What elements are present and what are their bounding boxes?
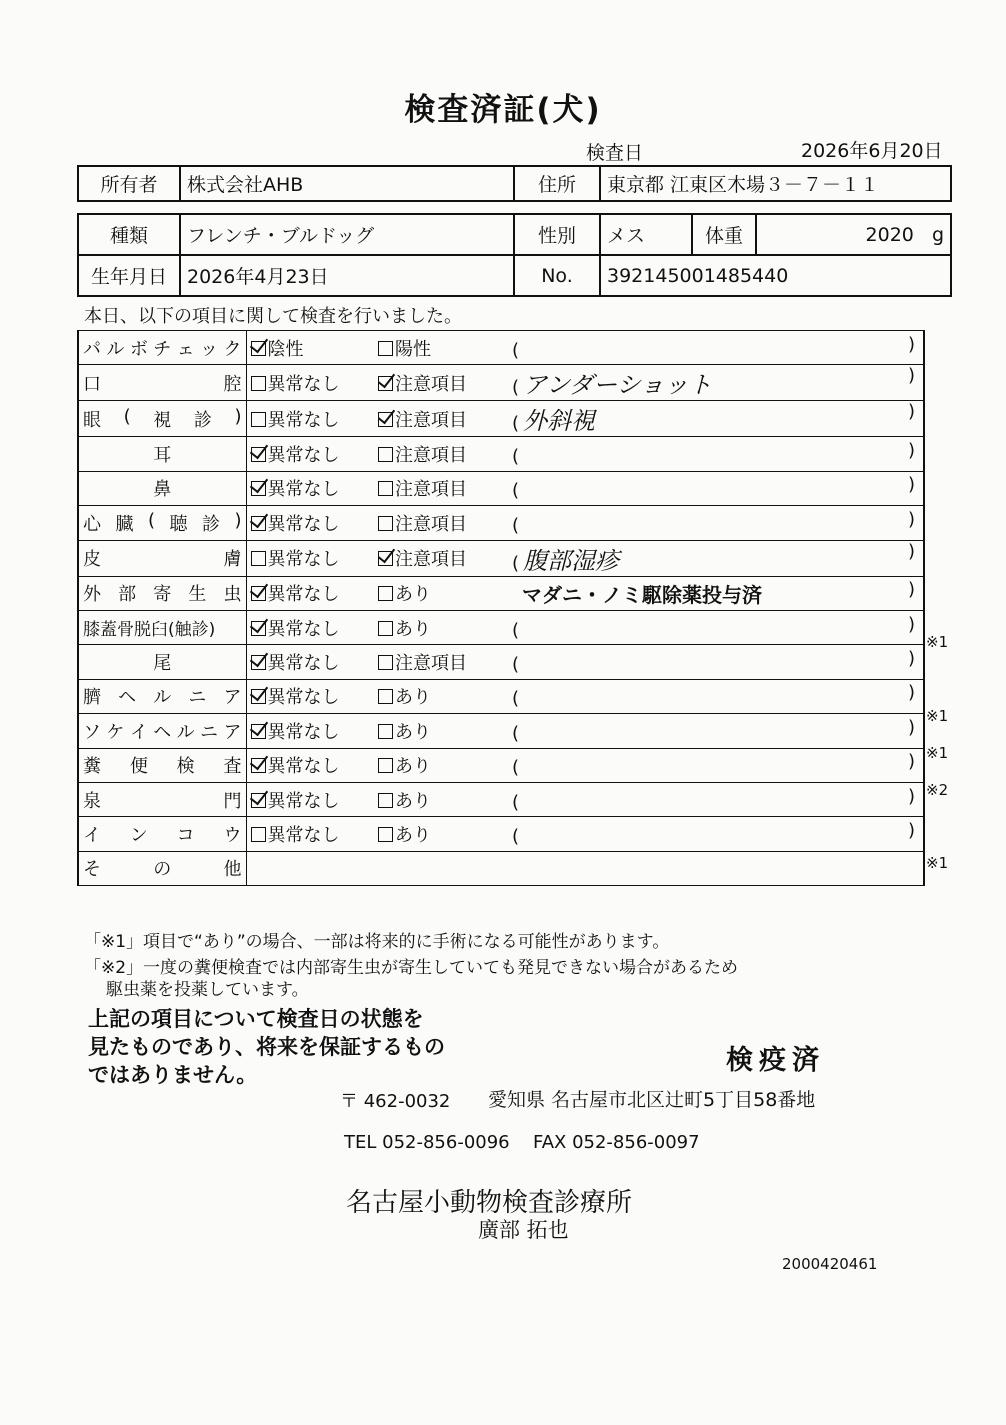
check-option-2-label: あり (395, 824, 431, 846)
check-option-2[interactable] (378, 645, 512, 679)
exam-date-value: 2026年6月20日 (801, 140, 943, 162)
check-item-label (78, 610, 246, 644)
address-label: 住所 (514, 166, 600, 201)
check-note-wrap (512, 682, 923, 710)
check-note-wrap (512, 786, 923, 814)
check-option-1-label: 異常なし (267, 687, 340, 709)
check-note (512, 540, 924, 576)
check-item-label (78, 748, 246, 782)
check-row (78, 679, 924, 713)
check-option-1-label: 異常なし (267, 445, 340, 467)
postal-code: 〒 462-0032 (340, 1091, 451, 1112)
clinic-name: 名古屋小動物検査診療所 (346, 1188, 633, 1218)
check-option-1-label: 異常なし (267, 756, 340, 778)
checked-box-icon[interactable] (251, 621, 266, 636)
check-item-label (78, 365, 246, 401)
checkbox-icon[interactable] (378, 655, 393, 670)
animal-table (77, 213, 952, 297)
check-option-1[interactable] (246, 817, 378, 851)
check-option-1[interactable] (246, 748, 378, 782)
check-option-1[interactable] (246, 576, 378, 610)
close-paren: ) (907, 540, 915, 562)
checked-box-icon[interactable] (251, 516, 266, 531)
check-option-1[interactable] (246, 331, 378, 365)
check-table (77, 330, 925, 886)
weight-unit: g (931, 223, 944, 246)
close-paren: ) (907, 648, 915, 670)
check-note-wrap (512, 579, 923, 608)
check-note (512, 471, 924, 505)
check-item-text: 心 臓 ( 聴 診 ) (83, 509, 242, 535)
open-paren: ( (512, 377, 520, 399)
close-paren: ) (907, 819, 915, 841)
open-paren: ( (512, 480, 520, 502)
check-item-label (78, 506, 246, 540)
check-note (512, 576, 924, 610)
close-paren: ) (907, 508, 915, 530)
no-label: No. (514, 255, 600, 296)
checkbox-icon[interactable] (378, 447, 393, 462)
check-item-text: イ ン コ ウ (83, 824, 242, 846)
check-option-2[interactable] (378, 471, 512, 505)
check-option-2[interactable] (378, 748, 512, 782)
check-note-text: アンダーショット (523, 371, 713, 400)
check-option-1[interactable] (246, 714, 378, 748)
open-paren: ( (512, 514, 520, 536)
checkbox-icon[interactable] (251, 412, 266, 427)
other-value (246, 851, 924, 885)
check-option-2[interactable] (378, 610, 512, 644)
check-option-1-label: 異常なし (267, 513, 340, 535)
close-paren: ) (907, 333, 915, 355)
check-item-text: 耳 (153, 445, 172, 467)
open-paren: ( (512, 446, 520, 468)
check-note-left (512, 614, 523, 642)
footnote-mark: ※1 (926, 854, 949, 873)
sex-label: 性別 (514, 214, 600, 255)
check-row (78, 437, 924, 471)
checkbox-icon[interactable] (378, 341, 393, 356)
check-option-2[interactable] (378, 714, 512, 748)
footnote-mark: ※2 (926, 780, 949, 799)
check-note-left (512, 509, 523, 537)
check-item-label (78, 331, 246, 365)
check-note-left (512, 786, 523, 814)
check-row (78, 576, 924, 610)
check-note-text: 腹部湿疹 (523, 546, 620, 575)
close-paren: ) (907, 751, 915, 773)
checkbox-icon[interactable] (378, 758, 393, 773)
checked-box-icon[interactable] (251, 586, 266, 601)
check-item-label (78, 782, 246, 816)
check-item-text: 膝蓋骨脱臼(触診) (83, 620, 216, 641)
checkbox-icon[interactable] (378, 621, 393, 636)
check-row (78, 645, 924, 679)
checked-box-icon[interactable] (251, 689, 266, 704)
check-note (512, 506, 924, 540)
address-value: 東京都 江東区木場３－７－１１ (600, 166, 951, 201)
check-note-left (512, 474, 523, 502)
weight-label: 体重 (692, 214, 756, 255)
disclaimer (88, 1005, 445, 1089)
check-option-2-label: あり (395, 721, 431, 743)
check-option-1-label: 異常なし (267, 584, 340, 606)
check-note (512, 817, 924, 851)
check-note (512, 401, 924, 437)
exam-date-label: 検査日 (586, 142, 644, 164)
check-item-label (78, 851, 246, 885)
footnote-1: 「※1」項目で“あり”の場合、一部は将来的に手術になる可能性があります。 (84, 932, 670, 952)
checkbox-icon[interactable] (378, 586, 393, 601)
checkbox-icon[interactable] (378, 724, 393, 739)
sex-value: メス (600, 214, 692, 255)
checkbox-icon[interactable] (251, 827, 266, 842)
clinic-address: 愛知県 名古屋市北区辻町5丁目58番地 (488, 1089, 816, 1111)
type-label: 種類 (78, 214, 180, 255)
check-option-2-label: あり (395, 618, 431, 640)
check-option-1-label: 異常なし (267, 373, 340, 395)
check-option-2-label: あり (395, 584, 431, 606)
check-option-2[interactable] (378, 365, 512, 401)
check-option-2[interactable] (378, 331, 512, 365)
close-paren: ) (907, 785, 915, 807)
checkbox-icon[interactable] (251, 551, 266, 566)
no-value: 392145001485440 (600, 255, 951, 296)
close-paren: ) (907, 365, 915, 387)
check-note-wrap (512, 365, 923, 400)
check-option-1-label: 異常なし (267, 549, 340, 571)
checkbox-icon[interactable] (378, 481, 393, 496)
check-note-wrap (512, 614, 923, 642)
check-option-2[interactable] (378, 401, 512, 437)
check-note-text: マダニ・ノミ駆除薬投与済 (522, 582, 762, 607)
check-option-2-label: 陽性 (395, 338, 431, 360)
check-row (78, 610, 924, 644)
footnote-mark: ※1 (926, 633, 949, 652)
footnote-2-continued: 駆虫薬を投薬しています。 (106, 980, 309, 1000)
check-note-wrap (512, 541, 923, 576)
check-note-left (512, 401, 595, 436)
check-row (78, 540, 924, 576)
close-paren: ) (907, 682, 915, 704)
document-code: 2000420461 (782, 1255, 878, 1273)
check-item-text: 臍 ヘ ル ニ ア (83, 687, 242, 709)
doctor-name: 廣部 拓也 (478, 1218, 569, 1242)
check-option-1[interactable] (246, 506, 378, 540)
check-option-1-label: 陰性 (267, 338, 304, 360)
check-item-label (78, 401, 246, 437)
checked-box-icon[interactable] (251, 341, 266, 356)
check-option-2-label: あり (395, 756, 431, 778)
check-item-label (78, 817, 246, 851)
clinic-tel: TEL 052-856-0096 (344, 1132, 510, 1153)
check-option-2-label: あり (395, 790, 431, 812)
check-note (512, 748, 924, 782)
check-option-2-label: 注意項目 (395, 549, 467, 571)
checked-box-icon[interactable] (378, 551, 393, 566)
check-option-1[interactable] (246, 437, 378, 471)
check-option-1-label: 異常なし (267, 721, 340, 743)
check-option-2-label: 注意項目 (395, 653, 467, 675)
check-note (512, 645, 924, 679)
check-item-text: 泉 門 (83, 790, 242, 812)
close-paren: ) (907, 401, 915, 423)
check-note-left (512, 648, 523, 676)
weight-cell (756, 214, 951, 255)
check-note (512, 610, 924, 644)
check-note (512, 437, 924, 471)
close-paren: ) (907, 578, 915, 600)
check-row (78, 714, 924, 748)
check-note-left (512, 334, 523, 362)
check-item-text: 外 部 寄 生 虫 (83, 584, 242, 606)
open-paren: ( (512, 722, 520, 744)
check-option-1-label: 異常なし (267, 824, 340, 846)
check-option-1[interactable] (246, 365, 378, 401)
open-paren: ( (512, 688, 520, 710)
check-item-label (78, 714, 246, 748)
check-note-wrap (512, 401, 923, 436)
check-option-2-label: 注意項目 (395, 373, 467, 395)
open-paren: ( (512, 619, 520, 641)
checked-box-icon[interactable] (251, 793, 266, 808)
check-note (512, 679, 924, 713)
check-note-left (512, 751, 523, 779)
check-option-2-label: 注意項目 (395, 445, 467, 467)
check-option-2-label: 注意項目 (395, 513, 467, 535)
check-item-label (78, 576, 246, 610)
check-option-2[interactable] (378, 506, 512, 540)
check-item-label (78, 645, 246, 679)
check-option-1[interactable] (246, 471, 378, 505)
check-option-2[interactable] (378, 576, 512, 610)
check-item-label (78, 437, 246, 471)
close-paren: ) (907, 613, 915, 635)
open-paren: ( (512, 413, 520, 435)
check-note-left (512, 579, 762, 608)
footnote-mark: ※1 (926, 743, 949, 762)
check-row (78, 365, 924, 401)
open-paren: ( (512, 791, 520, 813)
checkbox-icon[interactable] (378, 689, 393, 704)
check-option-2-label: 注意項目 (395, 479, 467, 501)
close-paren: ) (907, 716, 915, 738)
check-note-wrap (512, 334, 923, 362)
open-paren: ( (512, 654, 520, 676)
check-row (78, 782, 924, 816)
open-paren: ( (512, 825, 520, 847)
check-item-text: 眼 ( 視 診 ) (83, 405, 242, 431)
owner-label: 所有者 (78, 166, 180, 201)
check-note (512, 331, 924, 365)
check-item-text: パ ル ボ チ ェ ッ ク (83, 338, 242, 360)
birth-value: 2026年4月23日 (180, 255, 514, 296)
check-note-wrap (512, 474, 923, 502)
check-note-left (512, 682, 523, 710)
check-row (78, 401, 924, 437)
check-row (78, 506, 924, 540)
check-option-1[interactable] (246, 540, 378, 576)
check-note (512, 782, 924, 816)
checked-box-icon[interactable] (251, 724, 266, 739)
check-note-wrap (512, 440, 923, 468)
check-note-left (512, 365, 712, 400)
document-title: 検査済証(犬) (404, 92, 602, 128)
intro-text: 本日、以下の項目に関して検査を行いました。 (84, 306, 462, 327)
checked-box-icon[interactable] (251, 447, 266, 462)
open-paren: ( (512, 552, 520, 574)
open-paren: ( (512, 757, 520, 779)
disclaimer-line: 上記の項目について検査日の状態を (88, 1007, 424, 1031)
check-option-1[interactable] (246, 610, 378, 644)
birth-label: 生年月日 (78, 255, 180, 296)
check-option-2[interactable] (378, 679, 512, 713)
check-note-wrap (512, 751, 923, 779)
check-item-text: 口 腔 (83, 373, 242, 395)
check-note-text: 外斜視 (523, 407, 596, 436)
footnote-mark: ※1 (926, 707, 949, 725)
check-row (78, 748, 924, 782)
check-item-text: 鼻 (153, 479, 172, 501)
check-option-2-label: あり (395, 687, 431, 709)
checkbox-icon[interactable] (378, 827, 393, 842)
weight-value: 2020 (865, 223, 914, 246)
check-row (78, 471, 924, 505)
check-option-1-label: 異常なし (267, 790, 340, 812)
checkbox-icon[interactable] (378, 516, 393, 531)
check-item-label (78, 679, 246, 713)
check-note-left (512, 820, 523, 848)
check-item-text: 糞 便 検 査 (83, 756, 242, 778)
check-item-label (78, 540, 246, 576)
check-note-wrap (512, 509, 923, 537)
check-option-1-label: 異常なし (267, 653, 340, 675)
clinic-fax: FAX 052-856-0097 (533, 1132, 700, 1153)
check-note-left (512, 541, 619, 576)
check-option-1[interactable] (246, 401, 378, 437)
checked-box-icon[interactable] (378, 376, 393, 391)
close-paren: ) (907, 474, 915, 496)
checked-box-icon[interactable] (251, 758, 266, 773)
check-option-1-label: 異常なし (267, 479, 340, 501)
check-option-2[interactable] (378, 437, 512, 471)
disclaimer-line: 見たものであり、将来を保証するもの (88, 1035, 445, 1059)
check-item-text: 皮 膚 (83, 549, 242, 571)
footnote-2: 「※2」一度の糞便検査では内部寄生虫が寄生していても発見できない場合があるため (84, 958, 739, 978)
check-note (512, 714, 924, 748)
check-option-1[interactable] (246, 782, 378, 816)
checked-box-icon[interactable] (251, 481, 266, 496)
check-note-left (512, 440, 523, 468)
owner-value: 株式会社AHB (180, 166, 514, 201)
check-item-text: 尾 (153, 653, 172, 675)
check-note-wrap (512, 717, 923, 745)
checkbox-icon[interactable] (251, 376, 266, 391)
check-note-wrap (512, 648, 923, 676)
check-note-wrap (512, 820, 923, 848)
check-option-1[interactable] (246, 679, 378, 713)
checkbox-icon[interactable] (378, 793, 393, 808)
check-option-1-label: 異常なし (267, 409, 340, 431)
check-item-label (78, 471, 246, 505)
check-option-1[interactable] (246, 645, 378, 679)
check-row (78, 817, 924, 851)
check-item-text: ソ ケ イ ヘ ル ニ ア (83, 721, 242, 743)
check-option-2[interactable] (378, 817, 512, 851)
other-label: そ の 他 (83, 859, 242, 881)
close-paren: ) (907, 440, 915, 462)
check-row (78, 331, 924, 365)
check-note (512, 365, 924, 401)
quarantine-stamp: 検疫済 (726, 1045, 825, 1076)
check-option-2[interactable] (378, 782, 512, 816)
checked-box-icon[interactable] (251, 655, 266, 670)
checked-box-icon[interactable] (378, 412, 393, 427)
disclaimer-line: ではありません。 (88, 1063, 258, 1087)
type-value: フレンチ・ブルドッグ (180, 214, 514, 255)
open-paren: ( (512, 339, 520, 361)
owner-table (77, 165, 952, 202)
check-option-1-label: 異常なし (267, 618, 340, 640)
check-option-2[interactable] (378, 540, 512, 576)
check-option-2-label: 注意項目 (395, 409, 467, 431)
check-note-left (512, 717, 523, 745)
